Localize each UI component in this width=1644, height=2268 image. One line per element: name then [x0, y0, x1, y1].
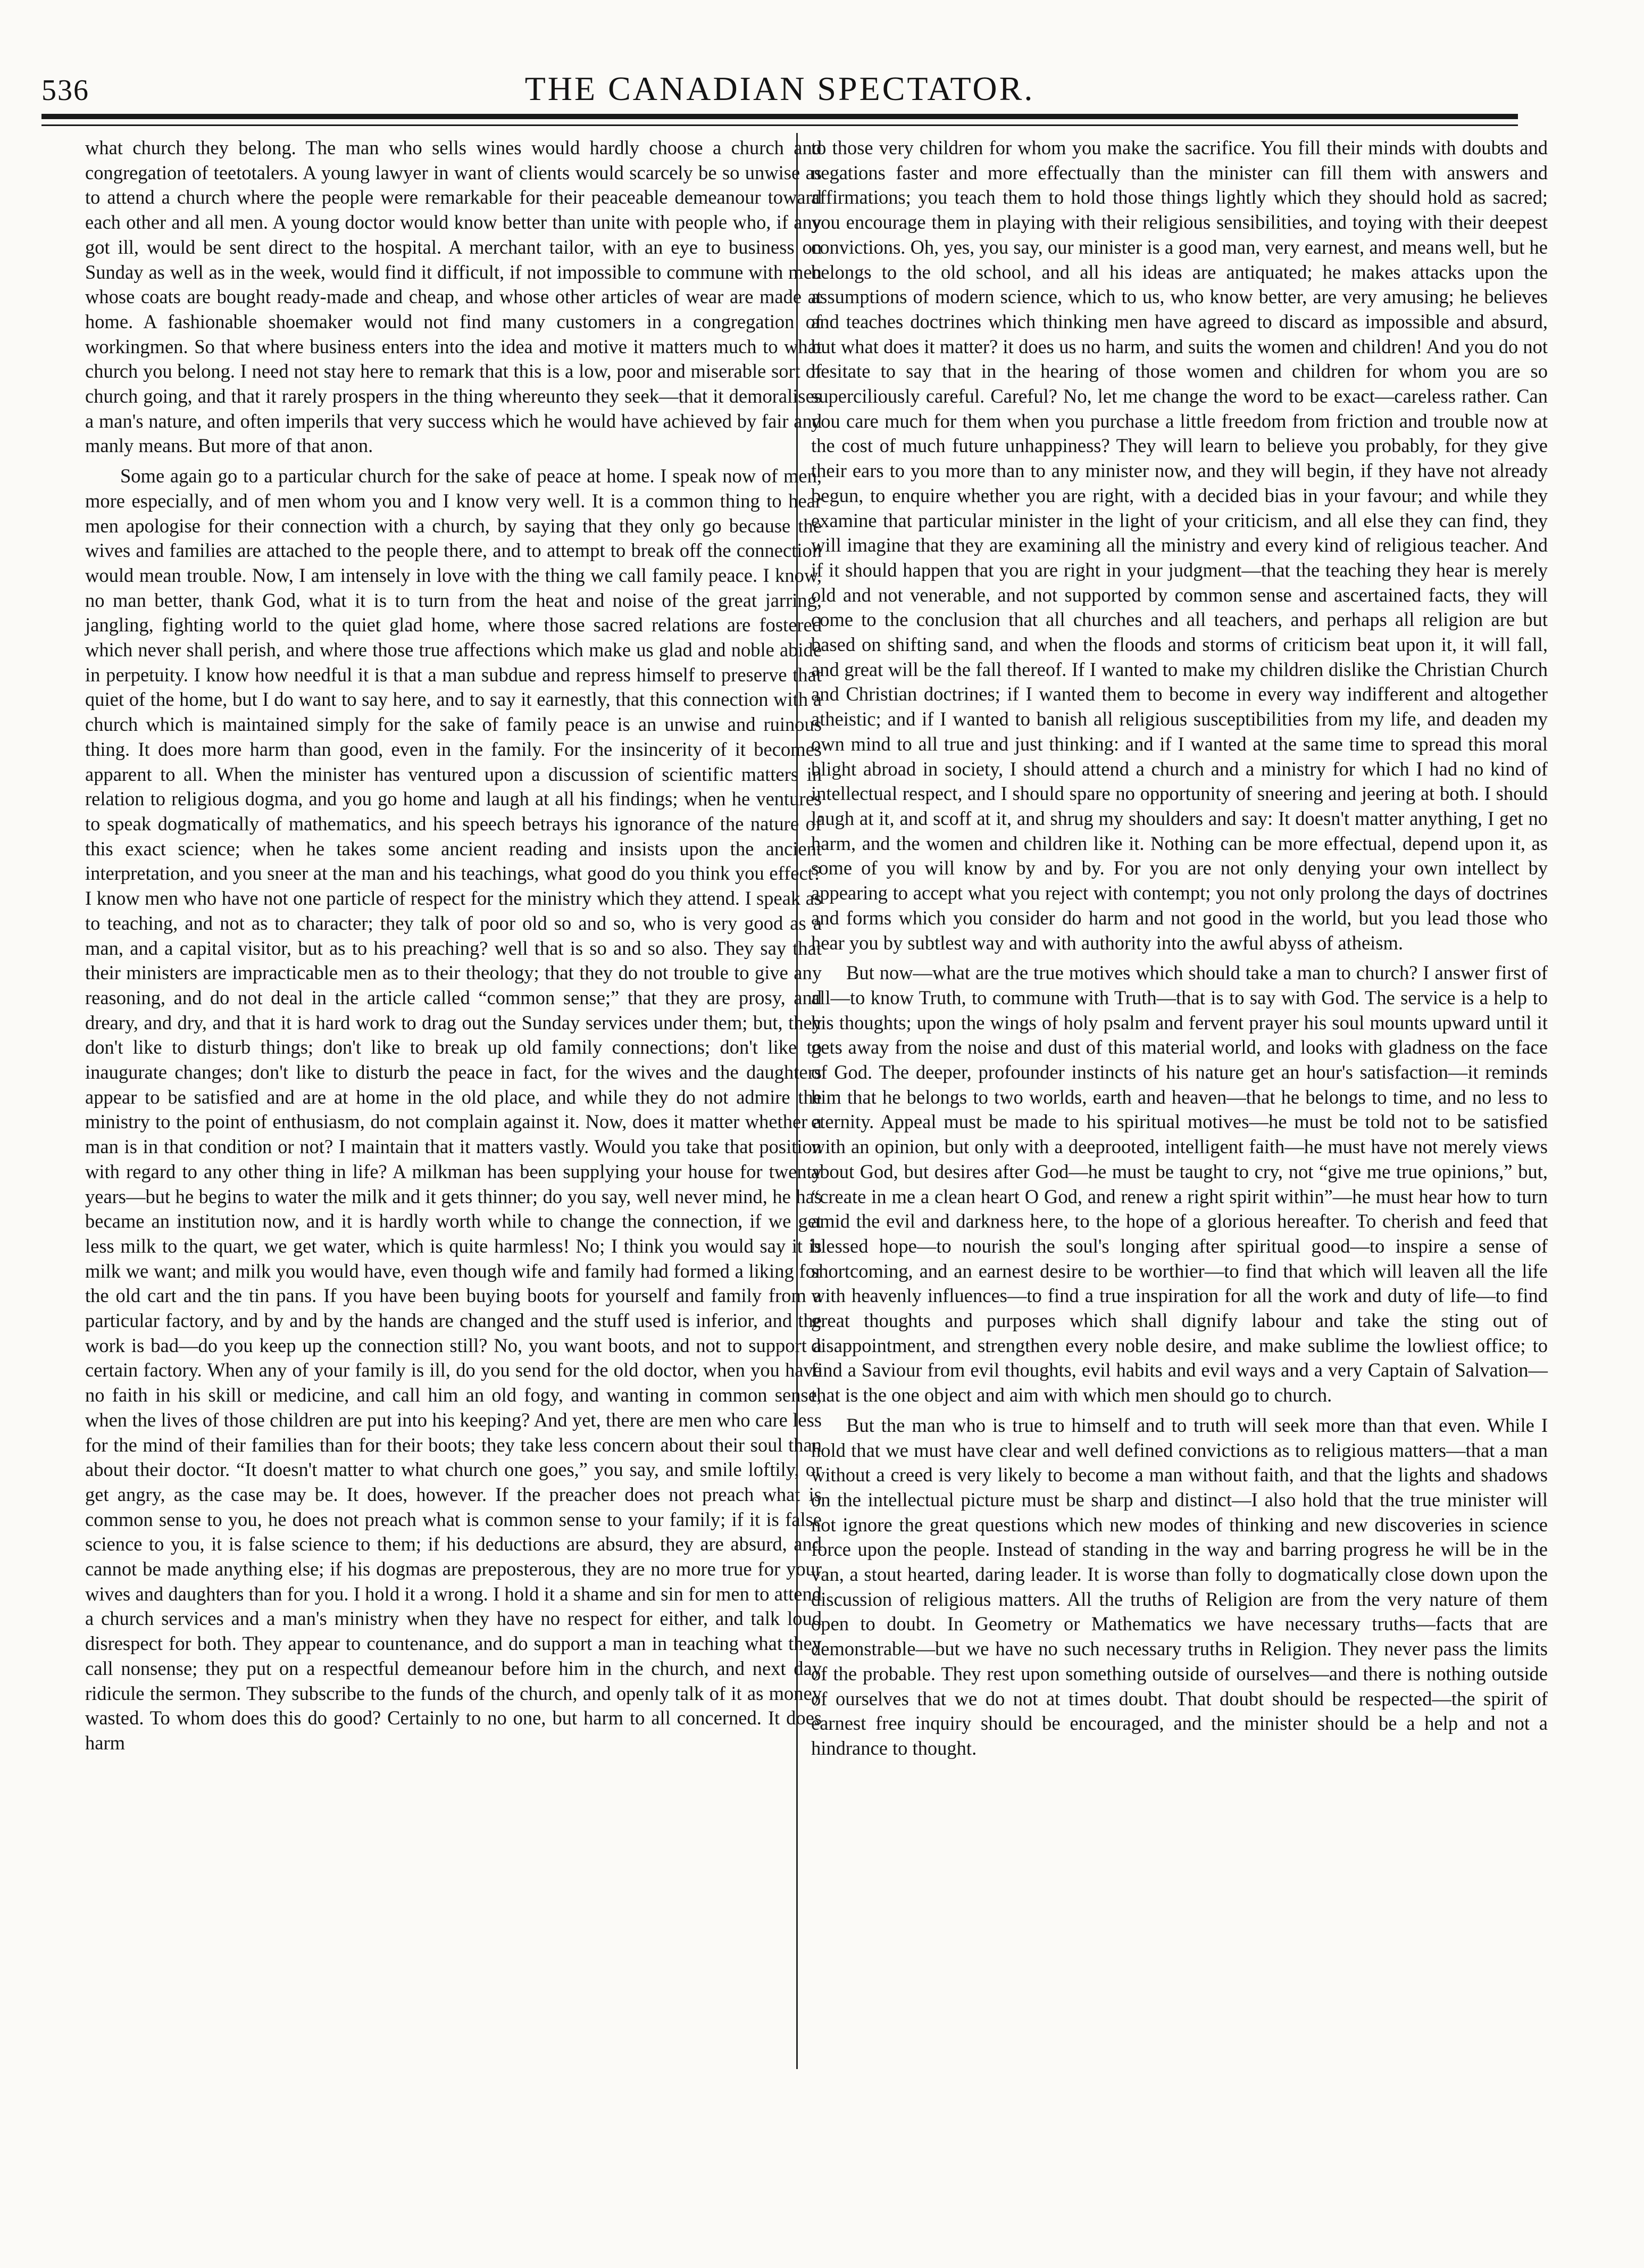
header-rule-thick: [41, 114, 1518, 119]
right-paragraph-3: But the man who is true to himself and to truth will seek more than that even. While I hold that we must have clear and well defined convictions as to religious matters—that a man without a creed is very likely to become a man without faith, and that the lights and shadows on the intellectual picture must be sharp and distinct—I also hold that the true minister will not ignore the great questions which new modes of thinking and new discoveries in science force upon the people. Instead of standing in the way and barring progress he will be in the van, a stout hearted, daring leader. It is worse than folly to dogmatically close down upon the discussion of religious matters. All the truths of Religion are from the very nature of them open to doubt. In Geometry or Mathematics we have necessary truths—facts that are demonstrable—but we have no such necessary truths in Religion. They never pass the limits of the probable. They rest upon something outside of ourselves—and there is nothing outside of ourselves that we do not at times doubt. That doubt should be respected—the spirit of earnest free inquiry should be encouraged, and the minister should be a help and not a hindrance to thought.: [811, 1414, 1548, 1759]
left-paragraph-2: Some again go to a particular church for the sake of peace at home. I speak now of men, more especially, and of men whom you and I know very well. It is a common thing to hear men apologise for their connection with a church, by saying that they only go because the wives and families are attached to the people there, and to attempt to break off the connection would mean trouble. Now, I am intensely in love with the thing we call family peace. I know, no man better, thank God, what it is to turn from the heat and noise of the great jarring, jangling, fighting world to the quiet glad home, where those sacred relations are fostered which never shall perish, and where those true affections which make us glad and noble abide in perpetuity. I know how needful it is that a man subdue and repress himself to preserve that quiet of the home, but I do want to say here, and to say it earnestly, that this connection with a church which is maintained simply for the sake of family peace is an unwise and ruinous thing. It does more harm than good, even in the family. For the insincerity of it becomes apparent to all. When the minister has ventured upon a discussion of scientific matters in relation to religious dogma, and you go home and laugh at all his findings; when he ventures to speak dogmatically of mathematics, and his speech betrays his ignorance of the nature of this exact science; when he takes some ancient reading and insists upon the ancient interpretation, and you sneer at the man and his teachings, what good do you think you effect? I know men who have not one particle of respect for the ministry which they attend. I speak as to teaching, and not as to character; they talk of poor old so and so, who is very good as a man, and a capital visitor, but as to his preaching? well that is so and so also. They say that their ministers are impracticable men as to their theology; that they do not trouble to give any reasoning, and do not deal in the article called “common sense;” that they are prosy, and dreary, and dry, and that it is hard work to drag out the Sunday services under them; but, they don't like to disturb things; don't like to break up old family connections; don't like to inaugurate changes; don't like to disturb the peace in fact, for the wives and the daughters appear to be satisfied and are at home in the old place, and while they do not admire the ministry to the point of enthusiasm, do not complain against it. Now, does it matter whether a man is in that condition or not? I maintain that it matters vastly. Would you take that position with regard to any other thing in life? A milkman has been supplying your house for twenty years—but he begins to water the milk and it gets thinner; do you say, well never mind, he has became an institution now, and it is hardly worth while to change the connection, if we get less milk to the quart, we get water, which is quite harmless! No; I think you would say it is milk we want; and milk you would have, even though wife and family had formed a liking for the old cart and the tin pans. If you have been buying boots for yourself and family from a particular factory, and by and by the hands are changed and the stuff used is inferior, and the work is bad—do you keep up the connection still? No, you want boots, and not to support a certain factory. When any of your family is ill, do you send for the old doctor, when you have no faith in his skill or medicine, and call him an old fogy, and wanting in common sense, when the lives of those children are put into his keeping? And yet, there are men who care less for the mind of their families than for their boots; they take less concern about their soul than about their doctor. “It doesn't matter to what church one goes,” you say, and smile loftily, or get angry, as the case may be. It does, however. If the preacher does not preach what is common sense to you, he does not preach what is common sense to your family; if it is false science to you, it is false science to them; if his deductions are absurd, they are absurd, and cannot be made anything else; if his dogmas are preposterous, they are no more true for your wives and daughters than for you. I hold it a wrong. I hold it a shame and sin for men to attend a church services and a man's ministry when they have no respect for either, and talk loud disrespect for both. They appear to countenance, and do support a man in teaching what they call nonsense; they put on a respectful demeanour before him in the church, and next day ridicule the sermon. They subscribe to the funds of the church, and openly talk of it as money wasted. To whom does this do good? Certainly to no one, but harm to all concerned. It does harm: [85, 465, 822, 1754]
page-number: 536: [41, 74, 89, 107]
header-rule-thin: [41, 124, 1518, 126]
right-paragraph-2: But now—what are the true motives which should take a man to church? I answer first of all—to know Truth, to commune with Truth—that is to say with God. The service is a help to his thoughts; upon the wings of holy psalm and fervent prayer his soul mounts upward until it gets away from the noise and dust of this material world, and looks with gladness on the face of God. The deeper, profounder instincts of his nature get an hour's satisfaction—it reminds him that he belongs to two worlds, earth and heaven—that he belongs to time, and no less to eternity. Appeal must be made to his spiritual motives—he must be told not to be satisfied with an opinion, but only with a deeprooted, intelligent faith—he must have not merely views about God, but desires after God—he must be taught to cry, not “give me true opinions,” but, “create in me a clean heart O God, and renew a right spirit within”—he must hear how to turn amid the evil and darkness here, to the hope of a glorious hereafter. To cherish and feed that blessed hope—to nourish the soul's longing after spiritual good—to inspire a sense of shortcoming, and an earnest desire to be worthier—to find that which will leaven all the life with heavenly influences—to find a true inspiration for all the work and duty of life—to find great thoughts and purposes which shall dignify labour and take the sting out of disappointment, and strengthen every noble desire, and make sublime the lowliest office; to find a Saviour from evil thoughts, evil habits and evil ways and a very Captain of Salvation—that is the one object and aim with which men should go to church.: [811, 962, 1548, 1406]
left-paragraph-1: what church they belong. The man who sells wines would hardly choose a church and congregation of teetotalers. A young lawyer in want of clients would scarcely be so unwise as to attend a church where the people were remarkable for their peaceable demeanour toward each other and all men. A young doctor would know better than unite with people who, if any got ill, would be sent direct to the hospital. A merchant tailor, with an eye to business on Sunday as well as in the week, would find it difficult, if not impossible to commune with men whose coats are bought ready-made and cheap, and whose other articles of wear are made at home. A fashionable shoemaker would not find many customers in a congregation of workingmen. So that where business enters into the idea and motive it matters much to what church you belong. I need not stay here to remark that this is a low, poor and miserable sort of church going, and that it rarely prospers in the thing whereunto they seek—that it demoralises a man's nature, and often imperils that very success which he would have achieved by fair and manly means. But more of that anon.: [85, 137, 822, 457]
left-column: [85, 136, 822, 1756]
right-paragraph-1: to those very children for whom you make the sacrifice. You fill their minds with doubts and negations faster and more effectually than the minister can fill them with answers and affirmations; you teach them to hold those things lightly which they should hold as sacred; you encourage them in playing with their religious sensibilities, and toying with their deepest convictions. Oh, yes, you say, our minister is a good man, very earnest, and means well, but he belongs to the old school, and all his ideas are antiquated; he makes attacks upon the assumptions of modern science, which to us, who know better, are very amusing; he believes and teaches doctrines which thinking men have agreed to discard as impossible and absurd, but what does it matter? it does us no harm, and suits the women and children! And you do not hesitate to say that in the hearing of those women and children for whom you are so superciliously careful. Careful? No, let me change the word to be exact—careless rather. Can you care much for them when you purchase a little freedom from friction and trouble now at the cost of much future unhappiness? They will learn to believe you probably, for they give their ears to you more than to any minister now, and they will begin, if they have not already begun, to enquire whether you are right, with a decided bias in your favour; and while they examine that particular minister in the light of your criticism, and all else they can find, they will imagine that they are examining all the ministry and every kind of religious teacher. And if it should happen that you are right in your judgment—that the teaching they hear is merely old and not venerable, and not supported by common sense and ascertained facts, they will come to the conclusion that all churches and all teachers, and perhaps all religion are but based on shifting sand, and when the floods and storms of criticism beat upon it, it will fall, and great will be the fall thereof. If I wanted to make my children dislike the Christian Church and Christian doctrines; if I wanted them to become in every way indifferent and altogether atheistic; and if I wanted to banish all religious susceptibilities from my life, and deaden my own mind to all true and just thinking: and if I wanted at the same time to spread this moral blight abroad in society, I should attend a church and a ministry for which I had no kind of intellectual respect, and I should spare no opportunity of sneering and jeering at both. I should laugh at it, and scoff at it, and shrug my shoulders and say: It doesn't matter anything, I get no harm, and the women and children like it. Nothing can be more effectual, depend upon it, as some of you will know by and by. For you are not only denying your own intellect by appearing to accept what you reject with contempt; you not only prolong the days of doctrines and forms which you consider do harm and not good in the world, but you lead those who hear you by subtlest way and with authority into the awful abyss of atheism.: [811, 137, 1548, 954]
right-column: [811, 136, 1548, 1761]
journal-title: THE CANADIAN SPECTATOR.: [524, 70, 1035, 107]
